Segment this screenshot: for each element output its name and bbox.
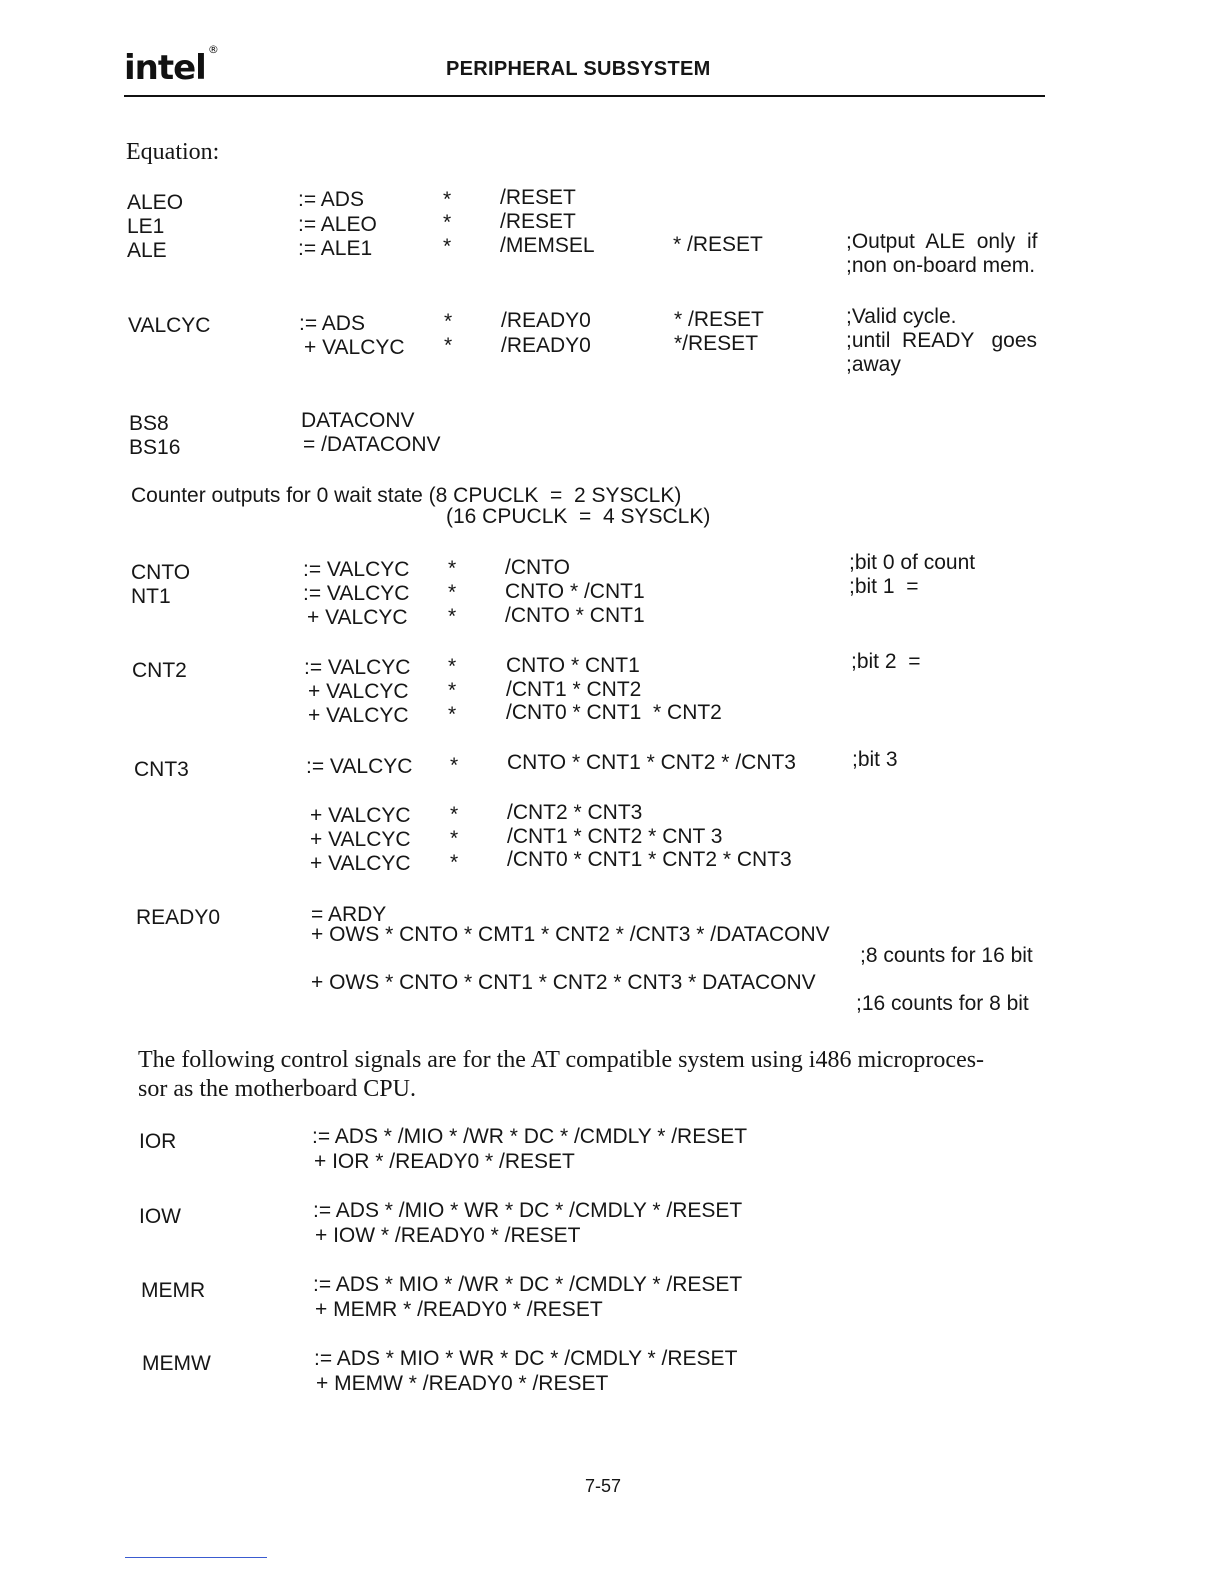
equation-line-bs8-val: DATACONV <box>301 409 415 432</box>
equation-line-aleo-name: ALEO <box>127 191 184 214</box>
equation-line-cnt2-star2: * <box>448 679 457 702</box>
equation-line-nt1-term: CNTO * /CNT1 <box>505 580 645 603</box>
equation-line-aleo-star: * <box>443 188 452 211</box>
footer-rule <box>125 1557 267 1558</box>
equation-line-ready0-c1: ;8 counts for 16 bit <box>860 944 1033 967</box>
equation-line-cnt3-term2: /CNT2 * CNT3 <box>507 801 643 824</box>
equation-line-valcyc-comment3: ;away <box>846 353 901 376</box>
equation-line-nt1-name: NT1 <box>131 585 171 608</box>
equation-line-le1-assign: := ALEO <box>298 213 377 236</box>
equation-line-cnt2-plus1: + VALCYC <box>308 680 409 703</box>
equation-line-memw-t2: + MEMW * /READY0 * /RESET <box>316 1372 609 1395</box>
equation-line-cnt3-star2: * <box>450 803 459 826</box>
equation-line-cnt0-assign: := VALCYC <box>303 558 410 581</box>
equation-line-cnt3-assign: := VALCYC <box>306 755 413 778</box>
equation-line-cnt3-term3: /CNT1 * CNT2 * CNT 3 <box>507 825 723 848</box>
equation-line-valcyc-comment2: ;until READY goes <box>846 329 1038 352</box>
equation-line-cnt3-comment: ;bit 3 <box>852 748 898 771</box>
equation-line-cnt2-plus2: + VALCYC <box>308 704 409 727</box>
equation-line-valcyc-term2: /READY0 <box>501 334 591 357</box>
equation-line-cnt2-term1: CNTO * CNT1 <box>506 654 640 677</box>
equation-line-cnt3-star4: * <box>450 851 459 874</box>
equation-line-le1-term: /RESET <box>500 210 576 233</box>
equation-line-cnt2-term2: /CNT1 * CNT2 <box>506 678 642 701</box>
equation-line-ior-name: IOR <box>139 1130 177 1153</box>
equation-line-memw-name: MEMW <box>142 1352 211 1375</box>
equation-line-le1-star: * <box>443 211 452 234</box>
equation-line-ready0-name: READY0 <box>136 906 221 929</box>
equation-line-ale-comment2: ;non on-board mem. <box>846 254 1036 277</box>
equation-line-nt1-star: * <box>448 581 457 604</box>
equation-line-valcyc-assign: := ADS <box>299 312 365 335</box>
equation-line-valcyc-reset1: * /RESET <box>674 308 764 331</box>
equation-line-cnt3-star1: * <box>450 754 459 777</box>
page-header-title: PERIPHERAL SUBSYSTEM <box>446 58 711 80</box>
equation-line-cnt2-comment: ;bit 2 = <box>851 650 921 673</box>
equation-line-ready0-eq: = ARDY <box>311 903 387 926</box>
equation-line-ale-comment1: ;Output ALE only if <box>846 230 1038 253</box>
equation-line-valcyc-comment1: ;Valid cycle. <box>846 305 957 328</box>
equation-line-bs16-name: BS16 <box>129 436 181 459</box>
equation-line-cnt3-plus1: + VALCYC <box>310 804 411 827</box>
equation-line-valcyc-plus: + VALCYC <box>304 336 405 359</box>
equation-line-cnt0-comment: ;bit 0 of count <box>849 551 976 574</box>
equation-line-cnt2-star3: * <box>448 703 457 726</box>
equation-line-ale-term: /MEMSEL <box>500 234 595 257</box>
equation-line-memr-t2: + MEMR * /READY0 * /RESET <box>315 1298 603 1321</box>
equation-line-memr-name: MEMR <box>141 1279 206 1302</box>
equation-line-nt1-comment: ;bit 1 = <box>849 575 919 598</box>
equation-line-ale-reset: * /RESET <box>673 233 763 256</box>
equation-line-cnt3-name: CNT3 <box>134 758 189 781</box>
equation-line-iow-name: IOW <box>139 1205 181 1228</box>
equation-line-ale-star: * <box>443 235 452 258</box>
equation-line-nt1-term2: /CNTO * CNT1 <box>505 604 645 627</box>
equation-line-ale-name: ALE <box>127 239 167 262</box>
equation-line-ready0-t2: + OWS * CNTO * CNT1 * CNT2 * CNT3 * DATACONV <box>311 971 816 994</box>
equation-line-memr-t1: := ADS * MIO * /WR * DC * /CMDLY * /RESET <box>313 1273 743 1296</box>
equation-line-aleo-term: /RESET <box>500 186 576 209</box>
equation-line-cnt2-term3: /CNT0 * CNT1 * CNT2 <box>506 701 722 724</box>
intel-logo: intel ® <box>124 42 218 88</box>
equation-line-le1-name: LE1 <box>127 215 165 238</box>
header-rule <box>124 95 1045 97</box>
equation-line-cnt3-term4: /CNT0 * CNT1 * CNT2 * CNT3 <box>507 848 792 871</box>
equation-line-bs16-val: = /DATACONV <box>303 433 441 456</box>
equation-line-memw-t1: := ADS * MIO * WR * DC * /CMDLY * /RESET <box>314 1347 738 1370</box>
equation-line-counter-line1: Counter outputs for 0 wait state (8 CPUCLK = 2 SYSCLK) <box>131 484 682 507</box>
equation-line-bs8-name: BS8 <box>129 412 169 435</box>
equation-line-valcyc-star1: * <box>444 310 453 333</box>
equation-line-counter-line2: (16 CPUCLK = 4 SYSCLK) <box>446 505 711 528</box>
equation-line-aleo-assign: := ADS <box>298 188 364 211</box>
equation-line-ior-t2: + IOR * /READY0 * /RESET <box>314 1150 575 1173</box>
equation-line-iow-t1: := ADS * /MIO * WR * DC * /CMDLY * /RESET <box>313 1199 743 1222</box>
equation-line-ale-assign: := ALE1 <box>298 237 373 260</box>
equation-line-iow-t2: + IOW * /READY0 * /RESET <box>315 1224 581 1247</box>
equation-line-cnt0-term: /CNTO <box>505 556 570 579</box>
equation-line-cnt0-name: CNTO <box>131 561 191 584</box>
equation-line-nt1-assign: := VALCYC <box>303 582 410 605</box>
equation-line-cnt2-assign: := VALCYC <box>304 656 411 679</box>
equation-line-valcyc-reset2: */RESET <box>674 332 759 355</box>
equation-line-valcyc-star2: * <box>444 334 453 357</box>
equation-line-cnt0-star: * <box>448 557 457 580</box>
equation-line-cnt2-star1: * <box>448 655 457 678</box>
equation-line-cnt3-plus3: + VALCYC <box>310 852 411 875</box>
equation-heading: Equation: <box>126 139 220 165</box>
equation-line-nt1-star2: * <box>448 605 457 628</box>
equation-line-valcyc-term1: /READY0 <box>501 309 591 332</box>
equation-line-ior-t1: := ADS * /MIO * /WR * DC * /CMDLY * /RESET <box>312 1125 748 1148</box>
equation-line-valcyc-name: VALCYC <box>128 314 211 337</box>
equation-line-cnt3-star3: * <box>450 827 459 850</box>
page-number: 7-57 <box>585 1476 622 1496</box>
paragraph-line-1: The following control signals are for the AT compatible system using i486 microproces- <box>138 1047 985 1073</box>
paragraph-line-2: sor as the motherboard CPU. <box>138 1076 416 1102</box>
equation-line-nt1-plus: + VALCYC <box>307 606 408 629</box>
equation-line-ready0-t1: + OWS * CNTO * CMT1 * CNT2 * /CNT3 * /DATACONV <box>311 923 830 946</box>
equation-line-ready0-c2: ;16 counts for 8 bit <box>856 992 1029 1015</box>
equation-line-cnt2-name: CNT2 <box>132 659 187 682</box>
equation-line-cnt3-term1: CNTO * CNT1 * CNT2 * /CNT3 <box>507 751 796 774</box>
equation-line-cnt3-plus2: + VALCYC <box>310 828 411 851</box>
